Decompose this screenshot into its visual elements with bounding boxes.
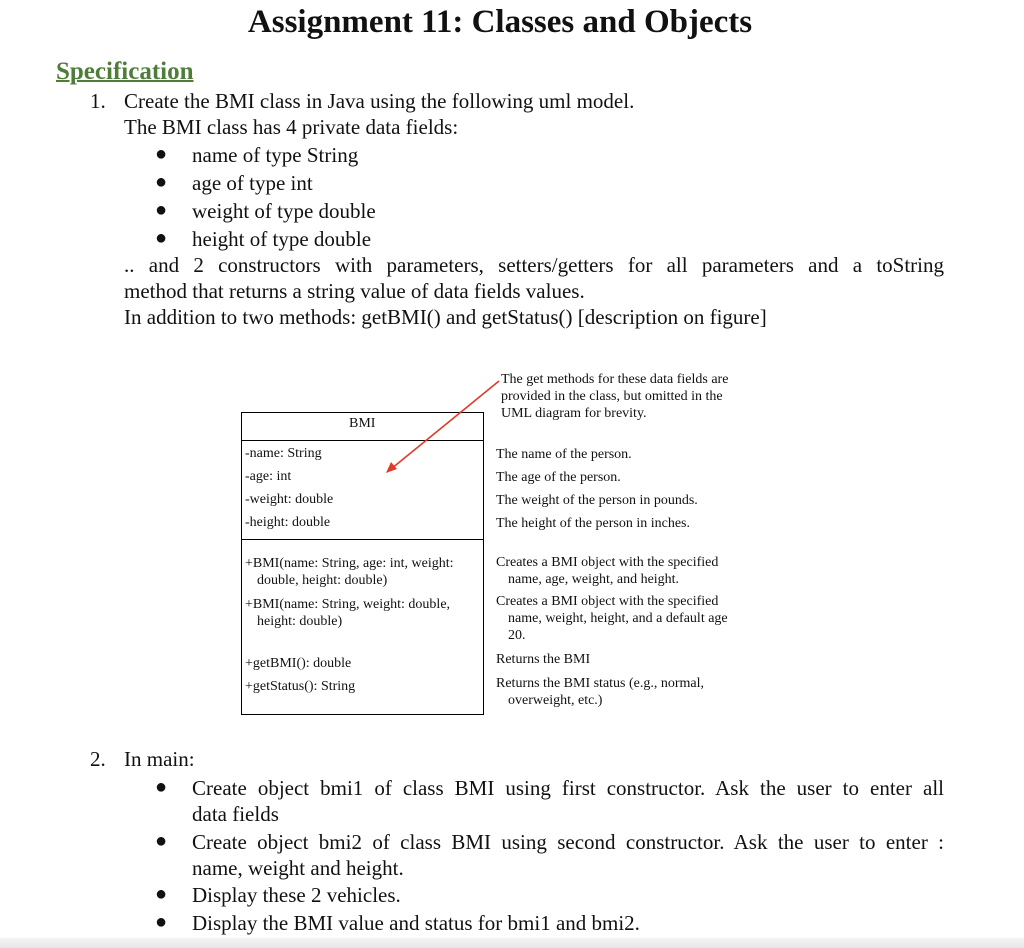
bullet-icon: ● bbox=[155, 171, 168, 193]
uml-ctor-desc: 20. bbox=[508, 628, 526, 643]
item2-number: 2. bbox=[90, 747, 106, 771]
uml-method-desc: overweight, etc.) bbox=[508, 693, 603, 708]
item1-line1: Create the BMI class in Java using the following uml model. bbox=[124, 89, 635, 113]
main-step-cont: data fields bbox=[192, 802, 279, 826]
uml-attr-desc: The weight of the person in pounds. bbox=[496, 493, 698, 508]
uml-attribute: -name: String bbox=[245, 446, 322, 461]
item1-para-line2: method that returns a string value of data fields values. bbox=[124, 279, 585, 303]
uml-method: +getStatus(): String bbox=[245, 679, 356, 694]
uml-ctor-desc: Creates a BMI object with the specified bbox=[496, 555, 719, 570]
main-step-line: Create object bmi1 of class BMI using first constructor. Ask the user to enter all bbox=[192, 776, 944, 800]
uml-attribute: -height: double bbox=[245, 515, 331, 530]
uml-attr-desc: The age of the person. bbox=[496, 470, 621, 485]
bullet-icon: ● bbox=[155, 830, 168, 852]
page-bottom-edge bbox=[0, 938, 1024, 948]
bullet-icon: ● bbox=[155, 143, 168, 165]
specification-heading: Specification bbox=[56, 58, 194, 85]
uml-constructor-cont: double, height: double) bbox=[257, 573, 388, 588]
uml-constructor-cont: height: double) bbox=[257, 614, 343, 629]
uml-method: +getBMI(): double bbox=[245, 656, 352, 671]
field-item: weight of type double bbox=[192, 199, 376, 223]
field-item: name of type String bbox=[192, 143, 359, 167]
page-title: Assignment 11: Classes and Objects bbox=[247, 4, 753, 40]
item1-number: 1. bbox=[90, 89, 106, 113]
uml-note-line: UML diagram for brevity. bbox=[501, 406, 647, 421]
uml-note-line: provided in the class, but omitted in the bbox=[501, 389, 723, 404]
bullet-icon: ● bbox=[155, 911, 168, 933]
field-item: age of type int bbox=[192, 171, 313, 195]
uml-method-desc: Returns the BMI bbox=[496, 652, 591, 667]
uml-ctor-desc: name, weight, height, and a default age bbox=[508, 611, 728, 626]
uml-ctor-desc: name, age, weight, and height. bbox=[508, 572, 680, 587]
main-step-line: Display the BMI value and status for bmi1 and bmi2. bbox=[192, 911, 640, 935]
field-item: height of type double bbox=[192, 227, 372, 251]
main-step-line: Create object bmi2 of class BMI using second constructor. Ask the user to enter : bbox=[192, 830, 944, 854]
uml-attribute: -weight: double bbox=[245, 492, 334, 507]
item2-heading: In main: bbox=[124, 747, 195, 771]
uml-ctor-desc: Creates a BMI object with the specified bbox=[496, 594, 719, 609]
main-step-cont: name, weight and height. bbox=[192, 856, 404, 880]
bullet-icon: ● bbox=[155, 227, 168, 249]
uml-attribute: -age: int bbox=[245, 469, 292, 484]
item1-line2: The BMI class has 4 private data fields: bbox=[124, 115, 459, 139]
uml-class-name: BMI bbox=[349, 416, 376, 431]
bullet-icon: ● bbox=[155, 199, 168, 221]
item1-para-line1: .. and 2 constructors with parameters, setters/getters for all parameters and a toString bbox=[124, 253, 944, 277]
uml-note-line: The get methods for these data fields are bbox=[501, 372, 729, 387]
uml-constructor: +BMI(name: String, age: int, weight: bbox=[245, 556, 454, 571]
uml-attr-desc: The name of the person. bbox=[496, 447, 632, 462]
uml-method-desc: Returns the BMI status (e.g., normal, bbox=[496, 676, 705, 691]
uml-attr-desc: The height of the person in inches. bbox=[496, 516, 691, 531]
bullet-icon: ● bbox=[155, 883, 168, 905]
uml-constructor: +BMI(name: String, weight: double, bbox=[245, 597, 451, 612]
bullet-icon: ● bbox=[155, 776, 168, 798]
main-step-line: Display these 2 vehicles. bbox=[192, 883, 401, 907]
item1-para-line3: In addition to two methods: getBMI() and getStatus() [description on figure] bbox=[124, 305, 767, 329]
